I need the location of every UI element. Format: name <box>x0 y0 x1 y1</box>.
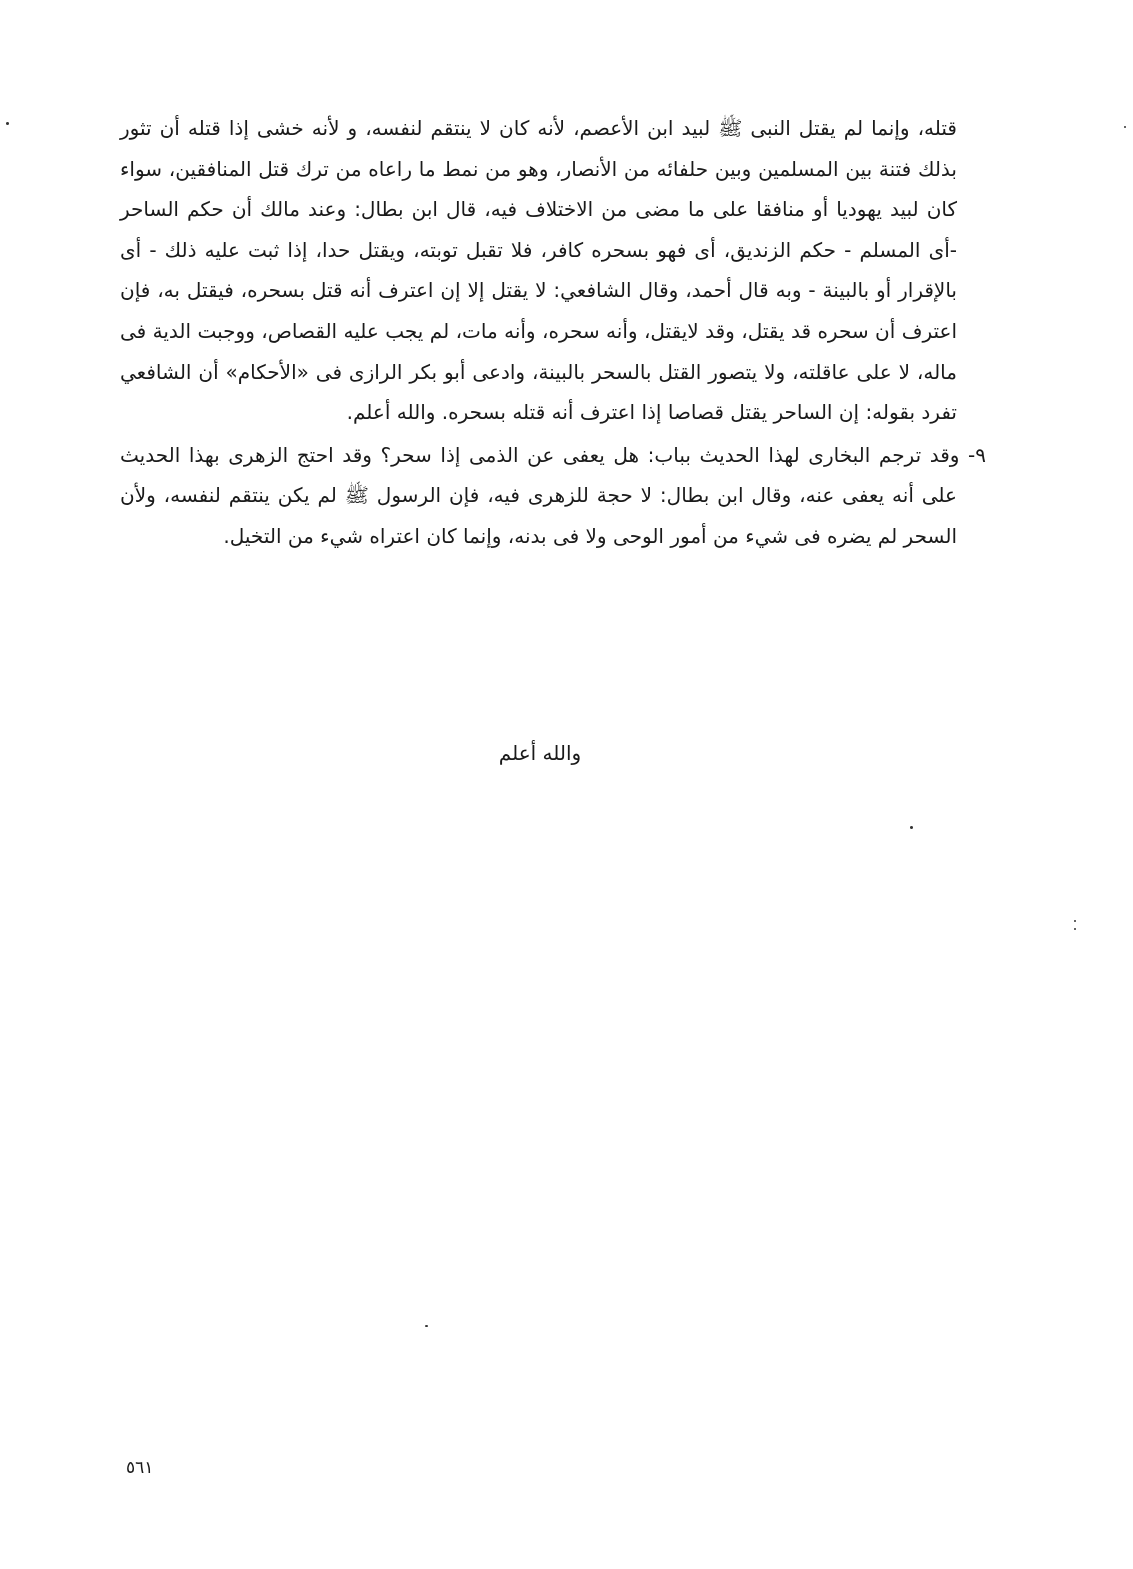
page-number: ٥٦١ <box>126 1458 154 1478</box>
closing-phrase: والله أعلم <box>498 741 582 765</box>
paragraph-continued: قتله، وإنما لم يقتل النبى ﷺ لبيد ابن الأعصم، لأنه كان لا ينتقم لنفسه، و لأنه خشى إذا قتله أن تثور بذلك فتنة بين المسلمين وبين حلفائه من الأنصار، وهو من نمط ما راعاه من ترك قتل المنافقين، سواء كان لبيد يهوديا أو منافقا على ما مضى من الاختلاف فيه، قال ابن بطال: وعند مالك أن حكم الساحر -أى المسلم - حكم الزنديق، أى فهو بسحره كافر، فلا تقبل توبته، ويقتل حدا، إذا ثبت عليه ذلك - أى بالإقرار أو بالبينة - وبه قال أحمد، وقال الشافعي: لا يقتل إلا إن اعترف أنه قتل بسحره، فيقتل به، فإن اعترف أن سحره قد يقتل، وقد لايقتل، وأنه سحره، وأنه مات، لم يجب عليه القصاص، ووجبت الدية فى ماله، لا على عاقلته، ولا يتصور القتل بالسحر بالبينة، وادعى أبو بكر الرازى فى «الأحكام» أن الشافعي تفرد بقوله: إن الساحر يقتل قصاصا إذا اعترف أنه قتله بسحره. والله أعلم. <box>120 116 957 425</box>
scan-speck <box>1074 928 1076 930</box>
scan-speck <box>1124 126 1126 128</box>
scan-speck <box>425 1325 428 1327</box>
body-text <box>120 108 1020 557</box>
scan-speck <box>910 826 913 829</box>
paragraph-item-9: ٩- وقد ترجم البخارى لهذا الحديث بباب: هل يعفى عن الذمى إذا سحر؟ وقد احتج الزهرى بهذا الحديث على أنه يعفى عنه، وقال ابن بطال: لا حجة للزهرى فيه، فإن الرسول ﷺ لم يكن ينتقم لنفسه، ولأن السحر لم يضره فى شيء من أمور الوحى ولا فى بدنه، وإنما كان اعتراه شيء من التخيل. <box>120 442 986 548</box>
scan-speck <box>1074 920 1076 922</box>
scan-speck <box>6 122 9 125</box>
